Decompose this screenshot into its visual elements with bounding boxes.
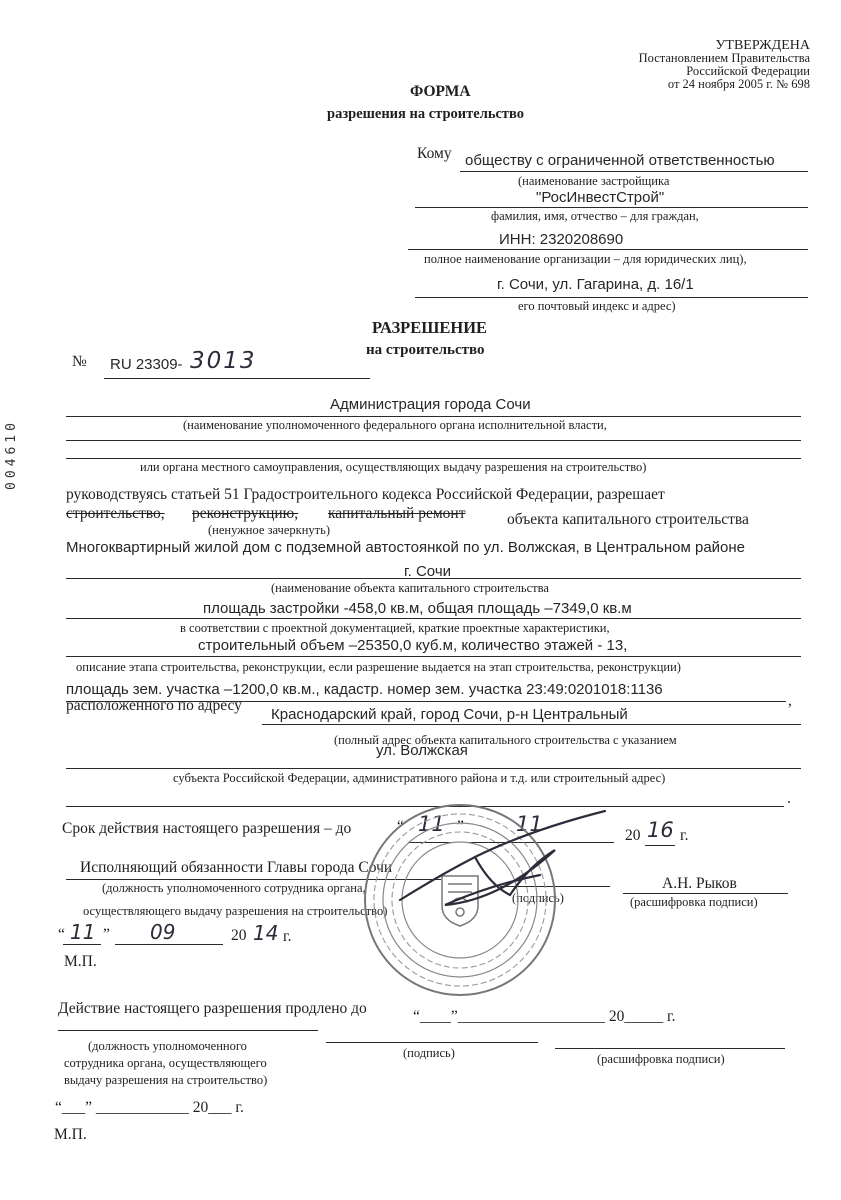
issue-date-month: 09 xyxy=(150,920,176,944)
authority-underline-2 xyxy=(66,440,801,441)
permit-number-handwritten: 3013 xyxy=(190,348,257,374)
extension-hint-position-3: выдачу разрешения на строительство) xyxy=(64,1073,268,1087)
recipient-hint-2: фамилия, имя, отчество – для граждан, xyxy=(491,209,699,223)
permit-number-underline xyxy=(104,378,370,379)
validity-year-label: г. xyxy=(680,827,689,844)
form-title: ФОРМА xyxy=(410,83,471,100)
permit-number-label: № xyxy=(72,353,87,370)
extension-date-2: “___” ____________ 20___ г. xyxy=(55,1099,244,1116)
extension-hint-position-2: сотрудника органа, осуществляющего xyxy=(64,1056,267,1070)
extension-label: Действие настоящего разрешения продлено до xyxy=(58,1000,367,1017)
recipient-inn: ИНН: 2320208690 xyxy=(499,231,624,248)
signature-hint-position-2: осуществляющего выдачу разрешения на строительство) xyxy=(83,904,388,918)
recipient-address-underline xyxy=(415,297,808,298)
extension-sign-hint: (подпись) xyxy=(403,1046,455,1060)
permit-title: РАЗРЕШЕНИЕ xyxy=(372,318,488,337)
recipient-inn-underline xyxy=(408,249,808,250)
recipient-to-underline xyxy=(460,171,808,172)
object-name-2: г. Сочи xyxy=(404,563,452,580)
extension-mp: М.П. xyxy=(54,1126,87,1143)
authority-underline-1 xyxy=(66,416,801,417)
approval-line-2: Постановлением Правительства xyxy=(638,51,810,65)
authority-name: Администрация города Сочи xyxy=(330,396,531,413)
issue-date-day: 11 xyxy=(70,920,96,944)
validity-year-prefix: 20 xyxy=(625,827,641,844)
issue-date-month-underline xyxy=(115,944,223,945)
object-underline-2 xyxy=(66,618,801,619)
approval-line-1: УТВЕРЖДЕНА xyxy=(715,38,810,53)
extension-underline-sign xyxy=(326,1042,538,1043)
authority-hint-2: или органа местного самоуправления, осуществляющих выдачу разрешения на строительство) xyxy=(140,460,647,474)
recipient-address: г. Сочи, ул. Гагарина, д. 16/1 xyxy=(497,276,694,293)
validity-quote-open: “ xyxy=(397,818,404,835)
recipient-to-label: Кому xyxy=(417,145,452,162)
validity-quote-close: ” xyxy=(457,818,464,835)
object-location-value: Краснодарский край, город Сочи, р-н Центральный xyxy=(271,706,628,723)
issue-date-quote-close: ” xyxy=(103,926,110,943)
extension-underline-name xyxy=(555,1048,785,1049)
recipient-hint-1: (наименование застройщика xyxy=(518,174,670,188)
validity-month: 11 xyxy=(516,812,543,836)
approval-line-4: от 24 ноября 2005 г. № 698 xyxy=(667,77,810,91)
body-line-1: руководствуясь статьей 51 Градостроительного кодекса Российской Федерации, разрешает xyxy=(66,486,665,503)
form-subtitle: разрешения на строительство xyxy=(327,106,525,122)
object-hint-1: (наименование объекта капитального строительства xyxy=(271,581,549,595)
object-plot: площадь зем. участка –1200,0 кв.м., кадастр. номер зем. участка 23:49:0201018:1136 xyxy=(66,681,663,698)
serial-number: 004610 xyxy=(4,419,19,490)
issue-date-day-underline xyxy=(63,944,101,945)
extension-hint-position-1: (должность уполномоченного xyxy=(88,1039,247,1053)
body-strike-construction: строительство, xyxy=(66,505,165,522)
object-hint-5: субъекта Российской Федерации, административного района и т.д. или строительный адрес) xyxy=(173,771,666,785)
object-plot-comma: , xyxy=(788,692,792,709)
object-hint-4: (полный адрес объекта капитального строительства с указанием xyxy=(334,733,677,747)
recipient-to-value: обществу с ограниченной ответственностью xyxy=(465,152,775,169)
issue-date-year-suffix: 14 xyxy=(253,921,279,945)
signature-sign-hint: (подпись) xyxy=(512,891,564,905)
permit-subtitle: на строительство xyxy=(366,342,485,358)
object-hint-3: описание этапа строительства, реконструкции, если разрешение выдается на этап строительства, реконструкции) xyxy=(76,660,681,674)
extension-name-hint: (расшифровка подписи) xyxy=(597,1052,725,1066)
object-period: . xyxy=(787,790,791,807)
validity-label: Срок действия настоящего разрешения – до xyxy=(62,820,352,837)
body-strike-repair: капитальный ремонт xyxy=(328,505,466,522)
authority-hint-1: (наименование уполномоченного федерального органа исполнительной власти, xyxy=(183,418,607,432)
body-object-words: объекта капитального строительства xyxy=(507,511,749,528)
validity-year-underline xyxy=(645,845,675,846)
recipient-company-underline xyxy=(415,207,808,208)
permit-number-prefix: RU 23309- xyxy=(110,356,183,373)
issue-date-year-prefix: 20 xyxy=(231,927,247,944)
signature-name-hint: (расшифровка подписи) xyxy=(630,895,758,909)
object-underline-1 xyxy=(66,578,801,579)
issue-date-mp: М.П. xyxy=(64,953,97,970)
object-underline-5 xyxy=(262,724,801,725)
recipient-hint-4: его почтовый индекс и адрес) xyxy=(518,299,676,313)
object-underline-3 xyxy=(66,656,801,657)
validity-year-suffix: 16 xyxy=(647,818,674,842)
object-name-1: Многоквартирный жилой дом с подземной автостоянкой по ул. Волжская, в Центральном районе xyxy=(66,539,746,556)
approval-line-3: Российской Федерации xyxy=(686,64,810,78)
extension-date: “____”___________________ 20_____ г. xyxy=(413,1008,676,1025)
issue-date-quote-open: “ xyxy=(58,926,65,943)
authority-underline-3 xyxy=(66,458,801,459)
signature-position: Исполняющий обязанности Главы города Сочи xyxy=(80,859,393,876)
object-underline-6 xyxy=(66,768,801,769)
validity-day: 11 xyxy=(418,812,445,836)
issue-date-year-label: г. xyxy=(283,928,292,945)
object-volume: строительный объем –25350,0 куб.м, количество этажей - 13, xyxy=(198,637,628,654)
signature-hint-position-1: (должность уполномоченного сотрудника органа, xyxy=(102,881,366,895)
body-strike-hint: (ненужное зачеркнуть) xyxy=(208,523,330,537)
signature-name-underline xyxy=(623,893,788,894)
extension-underline-position xyxy=(58,1030,318,1031)
object-area: площадь застройки -458,0 кв.м, общая площадь –7349,0 кв.м xyxy=(203,600,632,617)
object-street: ул. Волжская xyxy=(376,742,468,759)
body-strike-reconstruction: реконструкцию, xyxy=(192,505,299,522)
object-location-label: расположенного по адресу xyxy=(66,697,242,714)
recipient-company: "РосИнвестСтрой" xyxy=(536,189,665,206)
recipient-hint-3: полное наименование организации – для юридических лиц), xyxy=(424,252,747,266)
object-hint-2: в соответствии с проектной документацией, краткие проектные характеристики, xyxy=(180,621,610,635)
handwritten-signature xyxy=(380,805,630,915)
signature-name: А.Н. Рыков xyxy=(662,875,737,892)
